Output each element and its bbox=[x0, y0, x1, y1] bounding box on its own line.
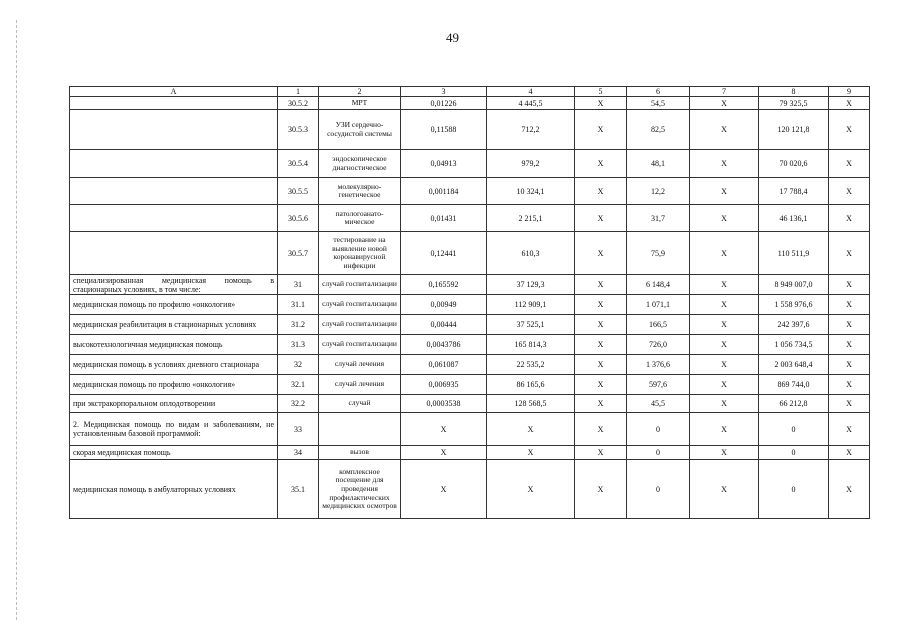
cell-col8: 79 325,5 bbox=[759, 97, 829, 110]
cell-col5: Х bbox=[575, 315, 627, 335]
cell-col9: Х bbox=[829, 413, 870, 446]
cell-col3: 0,165592 bbox=[401, 275, 487, 295]
row-unit: вызов bbox=[319, 446, 401, 460]
cell-col7: Х bbox=[690, 335, 759, 355]
row-code: 35.1 bbox=[278, 460, 319, 519]
cell-col3: 0,12441 bbox=[401, 232, 487, 275]
cell-col6: 75,9 bbox=[627, 232, 690, 275]
row-unit bbox=[319, 413, 401, 446]
cell-col4: 712,2 bbox=[487, 110, 575, 150]
cell-col4: 86 165,6 bbox=[487, 375, 575, 395]
cell-col3: 0,061087 bbox=[401, 355, 487, 375]
cell-col4: Х bbox=[487, 413, 575, 446]
cell-col7: Х bbox=[690, 355, 759, 375]
cell-col9: Х bbox=[829, 460, 870, 519]
column-header: 9 bbox=[829, 87, 870, 97]
cell-col8: 0 bbox=[759, 413, 829, 446]
cell-col7: Х bbox=[690, 413, 759, 446]
cell-col3: 0,0043786 bbox=[401, 335, 487, 355]
cell-col6: 0 bbox=[627, 413, 690, 446]
row-code: 30.5.7 bbox=[278, 232, 319, 275]
cell-col7: Х bbox=[690, 295, 759, 315]
cell-col4: 112 909,1 bbox=[487, 295, 575, 315]
data-table bbox=[69, 86, 870, 519]
column-header: 3 bbox=[401, 87, 487, 97]
row-code: 30.5.4 bbox=[278, 150, 319, 178]
cell-col4: 10 324,1 bbox=[487, 178, 575, 205]
cell-col3: 0,0003538 bbox=[401, 395, 487, 413]
cell-col5: Х bbox=[575, 275, 627, 295]
row-unit: случай bbox=[319, 395, 401, 413]
cell-col9: Х bbox=[829, 395, 870, 413]
cell-col6: 0 bbox=[627, 460, 690, 519]
cell-col7: Х bbox=[690, 178, 759, 205]
cell-col6: 0 bbox=[627, 446, 690, 460]
cell-col3: 0,11588 bbox=[401, 110, 487, 150]
cell-col5: Х bbox=[575, 460, 627, 519]
row-unit: случай госпитализации bbox=[319, 315, 401, 335]
row-code: 31.2 bbox=[278, 315, 319, 335]
cell-col9: Х bbox=[829, 110, 870, 150]
cell-col3: 0,01226 bbox=[401, 97, 487, 110]
table-row bbox=[70, 150, 870, 178]
row-name: скорая медицинская помощь bbox=[70, 446, 278, 460]
table-row bbox=[70, 335, 870, 355]
row-name: медицинская помощь в амбулаторных условиях bbox=[70, 460, 278, 519]
cell-col9: Х bbox=[829, 232, 870, 275]
column-header: 7 bbox=[690, 87, 759, 97]
page-number: 49 bbox=[446, 30, 459, 45]
row-code: 32.2 bbox=[278, 395, 319, 413]
row-unit: случай госпитализации bbox=[319, 275, 401, 295]
table-row bbox=[70, 275, 870, 295]
cell-col6: 54,5 bbox=[627, 97, 690, 110]
cell-col4: 2 215,1 bbox=[487, 205, 575, 232]
cell-col7: Х bbox=[690, 205, 759, 232]
cell-col5: Х bbox=[575, 295, 627, 315]
cell-col7: Х bbox=[690, 232, 759, 275]
cell-col7: Х bbox=[690, 446, 759, 460]
table-row bbox=[70, 205, 870, 232]
row-unit: случай лечения bbox=[319, 375, 401, 395]
cell-col3: Х bbox=[401, 413, 487, 446]
row-unit: комплексное посещение для проведения профилактических медицинских осмотров bbox=[319, 460, 401, 519]
row-unit: МРТ bbox=[319, 97, 401, 110]
cell-col8: 1 056 734,5 bbox=[759, 335, 829, 355]
cell-col6: 82,5 bbox=[627, 110, 690, 150]
cell-col5: Х bbox=[575, 205, 627, 232]
row-code: 30.5.6 bbox=[278, 205, 319, 232]
cell-col5: Х bbox=[575, 178, 627, 205]
row-unit: эндоскопическое диагностическое bbox=[319, 150, 401, 178]
cell-col9: Х bbox=[829, 335, 870, 355]
row-name bbox=[70, 150, 278, 178]
row-code: 31.3 bbox=[278, 335, 319, 355]
cell-col5: Х bbox=[575, 335, 627, 355]
column-header: 2 bbox=[319, 87, 401, 97]
table-row bbox=[70, 232, 870, 275]
cell-col6: 1 071,1 bbox=[627, 295, 690, 315]
cell-col5: Х bbox=[575, 110, 627, 150]
row-name bbox=[70, 205, 278, 232]
cell-col6: 166,5 bbox=[627, 315, 690, 335]
cell-col9: Х bbox=[829, 295, 870, 315]
row-code: 31 bbox=[278, 275, 319, 295]
cell-col3: Х bbox=[401, 446, 487, 460]
cell-col7: Х bbox=[690, 150, 759, 178]
cell-col4: 37 525,1 bbox=[487, 315, 575, 335]
cell-col8: 110 511,9 bbox=[759, 232, 829, 275]
column-header: 5 bbox=[575, 87, 627, 97]
cell-col7: Х bbox=[690, 375, 759, 395]
cell-col5: Х bbox=[575, 150, 627, 178]
cell-col6: 597,6 bbox=[627, 375, 690, 395]
table-row bbox=[70, 395, 870, 413]
row-code: 31.1 bbox=[278, 295, 319, 315]
cell-col8: 0 bbox=[759, 446, 829, 460]
cell-col7: Х bbox=[690, 275, 759, 295]
cell-col8: 17 788,4 bbox=[759, 178, 829, 205]
cell-col8: 2 003 648,4 bbox=[759, 355, 829, 375]
left-margin-line bbox=[16, 20, 17, 620]
row-code: 30.5.5 bbox=[278, 178, 319, 205]
cell-col6: 31,7 bbox=[627, 205, 690, 232]
cell-col6: 45,5 bbox=[627, 395, 690, 413]
row-name: 2. Медицинская помощь по видам и заболеваниям, не установленным базовой программой: bbox=[70, 413, 278, 446]
row-unit: случай госпитализации bbox=[319, 335, 401, 355]
table-row bbox=[70, 413, 870, 446]
table-row bbox=[70, 295, 870, 315]
cell-col8: 70 020,6 bbox=[759, 150, 829, 178]
row-name: специализированная медицинская помощь в стационарных условиях, в том числе: bbox=[70, 275, 278, 295]
row-unit: молекулярно-генетическое bbox=[319, 178, 401, 205]
column-header: 8 bbox=[759, 87, 829, 97]
cell-col3: 0,006935 bbox=[401, 375, 487, 395]
row-name bbox=[70, 232, 278, 275]
cell-col5: Х bbox=[575, 355, 627, 375]
row-code: 30.5.3 bbox=[278, 110, 319, 150]
cell-col5: Х bbox=[575, 395, 627, 413]
column-header-row bbox=[70, 87, 870, 97]
cell-col9: Х bbox=[829, 150, 870, 178]
cell-col5: Х bbox=[575, 97, 627, 110]
cell-col3: 0,001184 bbox=[401, 178, 487, 205]
cell-col3: 0,00949 bbox=[401, 295, 487, 315]
row-code: 32.1 bbox=[278, 375, 319, 395]
cell-col7: Х bbox=[690, 460, 759, 519]
cell-col4: 37 129,3 bbox=[487, 275, 575, 295]
cell-col5: Х bbox=[575, 446, 627, 460]
row-unit: случай госпитализации bbox=[319, 295, 401, 315]
cell-col4: 610,3 bbox=[487, 232, 575, 275]
cell-col7: Х bbox=[690, 315, 759, 335]
table-row bbox=[70, 446, 870, 460]
cell-col8: 869 744,0 bbox=[759, 375, 829, 395]
cell-col3: 0,04913 bbox=[401, 150, 487, 178]
cell-col7: Х bbox=[690, 395, 759, 413]
column-header: 4 bbox=[487, 87, 575, 97]
table-row bbox=[70, 97, 870, 110]
row-name: медицинская помощь по профилю «онкология» bbox=[70, 375, 278, 395]
cell-col3: 0,00444 bbox=[401, 315, 487, 335]
row-name: высокотехнологичная медицинская помощь bbox=[70, 335, 278, 355]
row-unit: патологоанато-мическое bbox=[319, 205, 401, 232]
cell-col6: 1 376,6 bbox=[627, 355, 690, 375]
row-code: 34 bbox=[278, 446, 319, 460]
column-header: 6 bbox=[627, 87, 690, 97]
row-name: медицинская помощь по профилю «онкология» bbox=[70, 295, 278, 315]
table-row bbox=[70, 355, 870, 375]
cell-col5: Х bbox=[575, 413, 627, 446]
table-row bbox=[70, 315, 870, 335]
row-unit: случай лечения bbox=[319, 355, 401, 375]
cell-col8: 66 212,8 bbox=[759, 395, 829, 413]
cell-col9: Х bbox=[829, 275, 870, 295]
cell-col3: 0,01431 bbox=[401, 205, 487, 232]
row-name: при экстракорпоральном оплодотворении bbox=[70, 395, 278, 413]
row-unit: тестирование на выявление новой коронавирусной инфекции bbox=[319, 232, 401, 275]
cell-col9: Х bbox=[829, 178, 870, 205]
cell-col9: Х bbox=[829, 375, 870, 395]
cell-col9: Х bbox=[829, 315, 870, 335]
cell-col8: 1 558 976,6 bbox=[759, 295, 829, 315]
row-code: 32 bbox=[278, 355, 319, 375]
cell-col6: 48,1 bbox=[627, 150, 690, 178]
cell-col4: 4 445,5 bbox=[487, 97, 575, 110]
cell-col9: Х bbox=[829, 97, 870, 110]
cell-col4: Х bbox=[487, 460, 575, 519]
row-name: медицинская реабилитация в стационарных условиях bbox=[70, 315, 278, 335]
cell-col6: 12,2 bbox=[627, 178, 690, 205]
cell-col7: Х bbox=[690, 97, 759, 110]
table-row bbox=[70, 178, 870, 205]
cell-col6: 6 148,4 bbox=[627, 275, 690, 295]
cell-col4: 979,2 bbox=[487, 150, 575, 178]
cell-col5: Х bbox=[575, 232, 627, 275]
cell-col8: 120 121,8 bbox=[759, 110, 829, 150]
row-code: 30.5.2 bbox=[278, 97, 319, 110]
row-name bbox=[70, 110, 278, 150]
cell-col6: 726,0 bbox=[627, 335, 690, 355]
cell-col8: 46 136,1 bbox=[759, 205, 829, 232]
cell-col9: Х bbox=[829, 446, 870, 460]
table-row bbox=[70, 375, 870, 395]
cell-col4: 22 535,2 bbox=[487, 355, 575, 375]
row-unit: УЗИ сердечно-сосудистой системы bbox=[319, 110, 401, 150]
table-row bbox=[70, 110, 870, 150]
cell-col4: 165 814,3 bbox=[487, 335, 575, 355]
cell-col8: 8 949 007,0 bbox=[759, 275, 829, 295]
row-name: медицинская помощь в условиях дневного стационара bbox=[70, 355, 278, 375]
cell-col9: Х bbox=[829, 205, 870, 232]
table-row bbox=[70, 460, 870, 519]
row-name bbox=[70, 178, 278, 205]
row-code: 33 bbox=[278, 413, 319, 446]
cell-col8: 242 397,6 bbox=[759, 315, 829, 335]
column-header: А bbox=[70, 87, 278, 97]
cell-col3: Х bbox=[401, 460, 487, 519]
cell-col7: Х bbox=[690, 110, 759, 150]
cell-col4: 128 568,5 bbox=[487, 395, 575, 413]
row-name bbox=[70, 97, 278, 110]
cell-col8: 0 bbox=[759, 460, 829, 519]
cell-col5: Х bbox=[575, 375, 627, 395]
column-header: 1 bbox=[278, 87, 319, 97]
cell-col4: Х bbox=[487, 446, 575, 460]
cell-col9: Х bbox=[829, 355, 870, 375]
